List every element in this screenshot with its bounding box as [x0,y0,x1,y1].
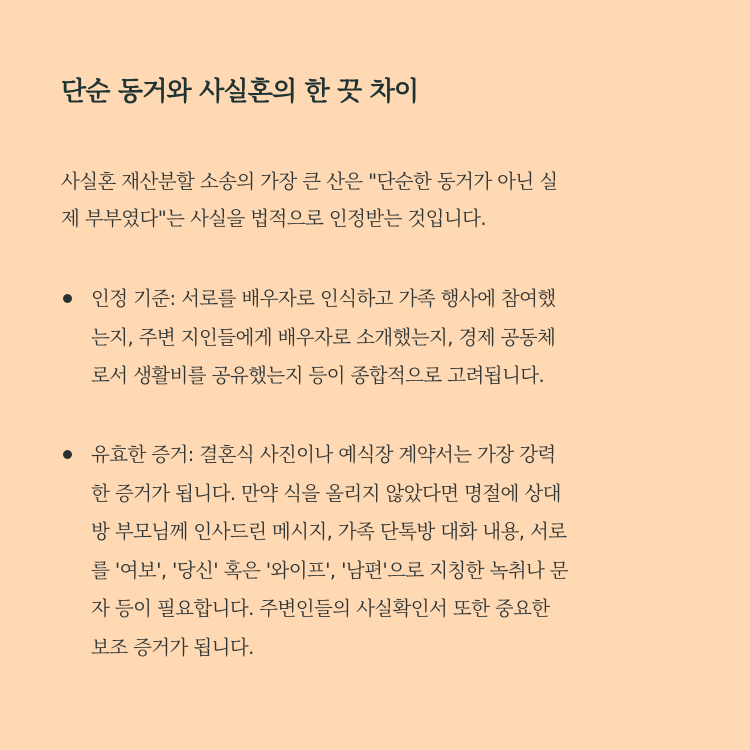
bullet-line: 보조 증거가 됩니다. [91,635,254,659]
bullet-text [91,436,568,667]
bullet-dot-icon [63,450,72,459]
bullet-dot-icon [63,294,72,303]
bullet-line: 인정 기준: 서로를 배우자로 인식하고 가족 행사에 참여했 [91,287,556,310]
bullet-line: 를 '여보', '당신' 혹은 '와이프', '남편'으로 지칭한 녹취나 문 [91,558,569,582]
page-title: 단순 동거와 사실혼의 한 끗 차이 [61,77,419,107]
bullet-line: 방 부모님께 인사드린 메시지, 가족 단톡방 대화 내용, 서로 [91,520,567,543]
intro-line: 제 부부였다"는 사실을 법적으로 인정받는 것입니다. [61,207,486,230]
bullet-line: 로서 생활비를 공유했는지 등이 종합적으로 고려됩니다. [91,364,545,387]
bullet-line: 유효한 증거: 결혼식 사진이나 예식장 계약서는 가장 강력 [91,443,556,466]
bullet-text [91,280,556,396]
intro-paragraph [61,163,701,237]
intro-line: 사실혼 재산분할 소송의 가장 큰 산은 "단순한 동거가 아닌 실 [61,170,558,193]
bullet-line: 는지, 주변 지인들에게 배우자로 소개했는지, 경제 공동체 [91,325,556,349]
bullet-line: 한 증거가 됩니다. 만약 식을 올리지 않았다면 명절에 상대 [91,481,561,505]
bullet-line: 자 등이 필요합니다. 주변인들의 사실확인서 또한 중요한 [91,597,550,620]
